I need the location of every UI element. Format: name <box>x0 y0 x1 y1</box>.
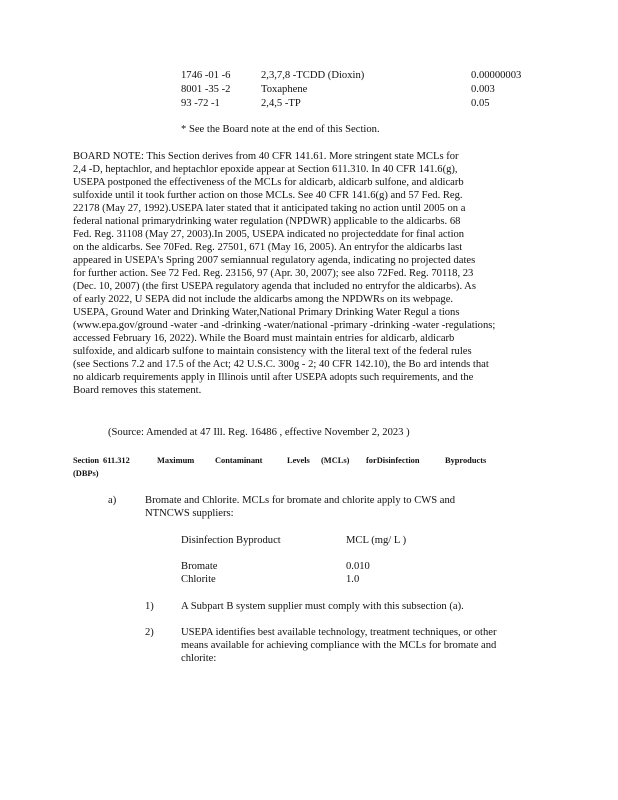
column-header: MCL (mg/ L ) <box>346 535 407 546</box>
cas-number: 1746 -01 -6 <box>181 70 231 81</box>
mcl-value: 0.00000003 <box>471 70 522 81</box>
mcl-value: 0.010 <box>346 561 370 572</box>
heading-word: Contaminant <box>215 456 263 465</box>
heading-word: Levels <box>287 456 310 465</box>
item-text: USEPA identifies best available technology, treatment techniques, or other <box>181 627 497 638</box>
board-note-line: USEPA postponed the effectiveness of the MCLs for aldicarb, aldicarb sulfone, and aldicarb <box>73 177 464 188</box>
cas-number: 8001 -35 -2 <box>181 84 231 95</box>
item-text: chlorite: <box>181 653 217 664</box>
mcl-value: 0.003 <box>471 84 495 95</box>
heading-word: (DBPs) <box>73 469 99 478</box>
heading-word: Section <box>73 456 100 465</box>
item-text: A Subpart B system supplier must comply with this subsection (a). <box>181 601 464 612</box>
heading-word: (MCLs) <box>321 456 350 465</box>
board-note-line: appeared in USEPA's Spring 2007 semiannual regulatory agenda, indicating no projected dates <box>73 255 476 266</box>
byproduct-name: Chlorite <box>181 574 216 585</box>
column-header: Disinfection Byproduct <box>181 535 281 546</box>
contaminant-name: 2,3,7,8 -TCDD (Dioxin) <box>261 70 365 81</box>
heading-word: forDisinfection <box>366 456 420 465</box>
board-note-line: BOARD NOTE: This Section derives from 40 CFR 141.61. More stringent state MCLs for <box>73 151 459 162</box>
table-footnote: * See the Board note at the end of this Section. <box>181 124 380 135</box>
item-label: 2) <box>145 627 154 638</box>
board-note-line: USEPA, Ground Water and Drinking Water,National Primary Drinking Water Regul a tions <box>73 307 460 318</box>
subsection-text: NTNCWS suppliers: <box>145 508 234 519</box>
board-note-line: federal national primarydrinking water regulation (NPDWR) applicable to the aldicarbs. 68 <box>73 216 461 227</box>
byproduct-name: Bromate <box>181 561 218 572</box>
heading-word: Maximum <box>157 456 195 465</box>
source-note: (Source: Amended at 47 Ill. Reg. 16486 , effective November 2, 2023 ) <box>108 427 410 438</box>
item-label: 1) <box>145 601 154 612</box>
board-note-line: for further action. See 72 Fed. Reg. 23156, 97 (Apr. 30, 2007); see also 72Fed. Reg. 70118, 23 <box>73 268 474 279</box>
contaminant-name: Toxaphene <box>261 84 308 95</box>
section-number: 611.312 <box>103 456 130 465</box>
subsection-label: a) <box>108 495 117 506</box>
board-note-line: (www.epa.gov/ground -water -and -drinking -water/national -primary -drinking -water -regulations; <box>73 320 496 331</box>
mcl-value: 1.0 <box>346 574 360 585</box>
subsection-text: Bromate and Chlorite. MCLs for bromate and chlorite apply to CWS and <box>145 495 456 506</box>
board-note-line: (Dec. 10, 2007) (the first USEPA regulatory agenda that included no entryfor the aldicarbs). As <box>73 281 476 292</box>
board-note-line: Board removes this statement. <box>73 385 202 396</box>
heading-word: Byproducts <box>445 456 487 465</box>
board-note-line: on the aldicarbs. See 70Fed. Reg. 27501, 671 (May 16, 2005). An entryfor the aldicarbs last <box>73 242 463 253</box>
board-note-line: sulfoxide until it took further action on those MCLs. See 40 CFR 141.6(g) and 57 Fed. Reg. <box>73 190 463 201</box>
board-note-line: 22178 (May 27, 1992).USEPA later stated that it anticipated taking no action until 2005 on a <box>73 203 466 214</box>
board-note-line: Fed. Reg. 31108 (May 27, 2003).In 2005, USEPA indicated no projecteddate for final action <box>73 229 465 240</box>
board-note-line: (see Sections 7.2 and 17.5 of the Act; 42 U.S.C. 300g - 2; 40 CFR 142.10), the Bo ard intends that <box>73 359 489 370</box>
item-text: means available for achieving compliance with the MCLs for bromate and <box>181 640 497 651</box>
cas-number: 93 -72 -1 <box>181 98 220 109</box>
mcl-value: 0.05 <box>471 98 490 109</box>
board-note-line: sulfoxide, and aldicarb sulfone to maintain consistency with the literal text of the federal rules <box>73 346 472 357</box>
contaminant-name: 2,4,5 -TP <box>261 98 301 109</box>
board-note-line: no aldicarb requirements apply in Illinois until after USEPA adopts such requirements, and the <box>73 372 474 383</box>
board-note-line: of early 2022, U SEPA did not include the aldicarbs among the NPDWRs on its webpage. <box>73 294 454 305</box>
board-note-line: accessed February 16, 2022). While the Board must maintain entries for aldicarb, aldicarb <box>73 333 455 344</box>
board-note-line: 2,4 -D, heptachlor, and heptachlor epoxide appear at Section 611.310. In 40 CFR 141.6(g), <box>73 164 458 175</box>
